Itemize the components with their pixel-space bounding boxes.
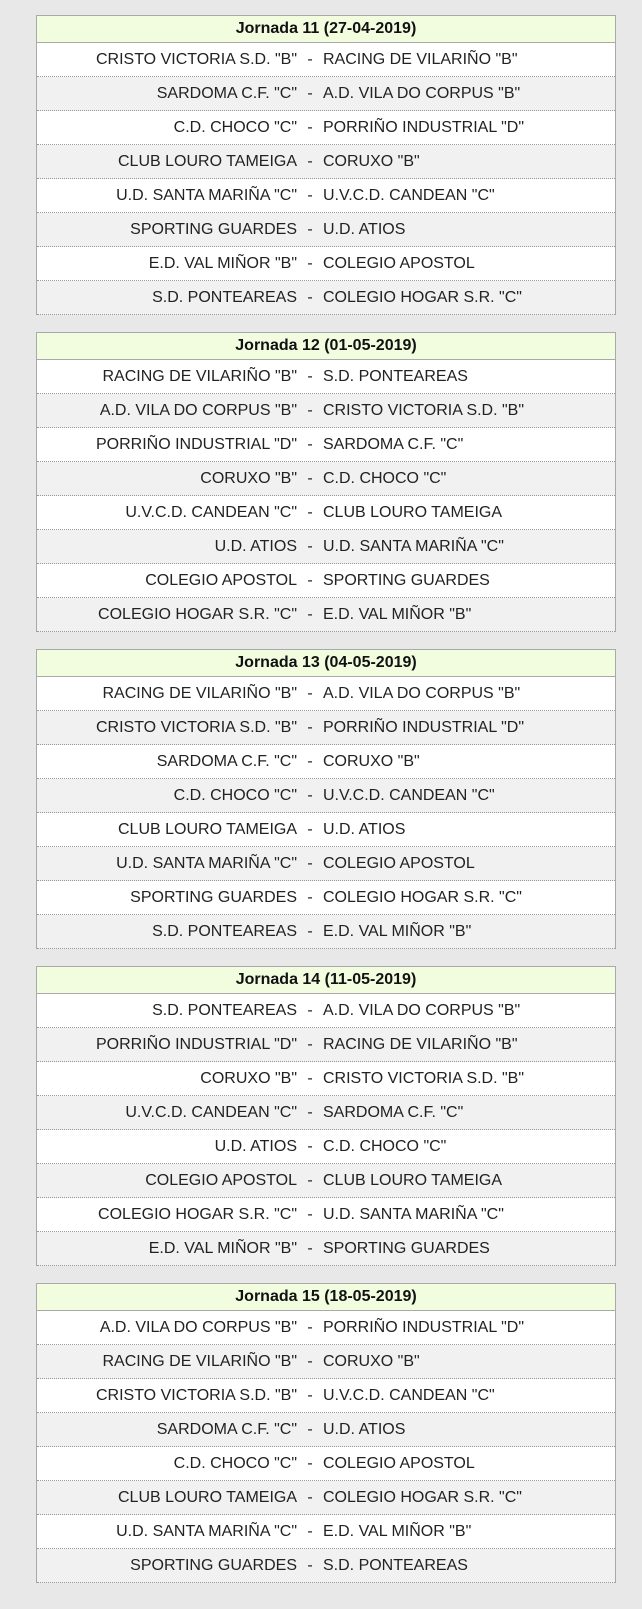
match-row (37, 179, 615, 213)
match-row (37, 1198, 615, 1232)
home-team: PORRIÑO INDUSTRIAL "D" (95, 1036, 297, 1053)
home-team: CLUB LOURO TAMEIGA (118, 821, 297, 838)
match-row (37, 994, 615, 1028)
home-team: CRISTO VICTORIA S.D. "B" (95, 719, 297, 736)
match-separator: - (307, 1104, 313, 1121)
match-row (37, 77, 615, 111)
home-team: SPORTING GUARDES (130, 889, 297, 906)
round-title: Jornada 12 (01-05-2019) (37, 332, 615, 360)
away-team: U.D. ATIOS (323, 221, 406, 238)
match-separator: - (307, 1172, 313, 1189)
home-team: SPORTING GUARDES (130, 221, 297, 238)
match-separator: - (307, 436, 313, 453)
home-team: CORUXO "B" (200, 1070, 297, 1087)
match-separator: - (307, 470, 313, 487)
match-row (37, 145, 615, 179)
match-separator: - (307, 1138, 313, 1155)
away-team: RACING DE VILARIÑO "B" (323, 1036, 518, 1053)
home-team: CORUXO "B" (200, 470, 297, 487)
home-team: CLUB LOURO TAMEIGA (118, 1489, 297, 1506)
round-table (36, 966, 616, 1266)
match-row (37, 1130, 615, 1164)
away-team: COLEGIO HOGAR S.R. "C" (323, 889, 522, 906)
home-team: RACING DE VILARIÑO "B" (102, 368, 297, 385)
match-row (37, 247, 615, 281)
match-separator: - (307, 1557, 313, 1574)
away-team: CRISTO VICTORIA S.D. "B" (323, 1070, 525, 1087)
away-team: U.D. SANTA MARIÑA "C" (323, 1206, 504, 1223)
match-row (37, 428, 615, 462)
match-row (37, 111, 615, 145)
away-team: U.V.C.D. CANDEAN "C" (323, 787, 495, 804)
home-team: COLEGIO APOSTOL (145, 1172, 297, 1189)
match-row (37, 1447, 615, 1481)
match-row (37, 1345, 615, 1379)
away-team: SPORTING GUARDES (323, 1240, 490, 1257)
away-team: A.D. VILA DO CORPUS "B" (323, 685, 521, 702)
away-team: U.V.C.D. CANDEAN "C" (323, 187, 495, 204)
away-team: SARDOMA C.F. "C" (323, 1104, 464, 1121)
home-team: U.D. SANTA MARIÑA "C" (116, 855, 297, 872)
round-title: Jornada 13 (04-05-2019) (37, 649, 615, 677)
fixtures-list (36, 15, 616, 1600)
away-team: CORUXO "B" (323, 153, 420, 170)
match-separator: - (307, 119, 313, 136)
match-row (37, 530, 615, 564)
match-row (37, 394, 615, 428)
match-separator: - (307, 153, 313, 170)
home-team: SARDOMA C.F. "C" (156, 85, 297, 102)
match-separator: - (307, 221, 313, 238)
match-separator: - (307, 787, 313, 804)
match-row (37, 677, 615, 711)
match-separator: - (307, 1036, 313, 1053)
match-row (37, 847, 615, 881)
away-team: SARDOMA C.F. "C" (323, 436, 464, 453)
home-team: S.D. PONTEAREAS (152, 1002, 297, 1019)
match-separator: - (307, 1353, 313, 1370)
away-team: CLUB LOURO TAMEIGA (323, 1172, 502, 1189)
match-row (37, 915, 615, 949)
match-row (37, 779, 615, 813)
match-separator: - (307, 855, 313, 872)
away-team: E.D. VAL MIÑOR "B" (323, 606, 472, 623)
home-team: COLEGIO HOGAR S.R. "C" (98, 1206, 297, 1223)
match-row (37, 711, 615, 745)
away-team: RACING DE VILARIÑO "B" (323, 51, 518, 68)
home-team: RACING DE VILARIÑO "B" (102, 1353, 297, 1370)
away-team: COLEGIO APOSTOL (323, 1455, 475, 1472)
home-team: A.D. VILA DO CORPUS "B" (99, 402, 297, 419)
match-separator: - (307, 923, 313, 940)
match-separator: - (307, 538, 313, 555)
match-row (37, 360, 615, 394)
home-team: RACING DE VILARIÑO "B" (102, 685, 297, 702)
match-row (37, 1062, 615, 1096)
match-separator: - (307, 572, 313, 589)
match-separator: - (307, 255, 313, 272)
match-row (37, 1311, 615, 1345)
away-team: U.V.C.D. CANDEAN "C" (323, 1387, 495, 1404)
home-team: U.V.C.D. CANDEAN "C" (125, 1104, 297, 1121)
home-team: COLEGIO HOGAR S.R. "C" (98, 606, 297, 623)
match-row (37, 213, 615, 247)
match-separator: - (307, 821, 313, 838)
match-separator: - (307, 1002, 313, 1019)
match-row (37, 881, 615, 915)
match-separator: - (307, 1240, 313, 1257)
away-team: C.D. CHOCO "C" (323, 470, 447, 487)
match-separator: - (307, 1489, 313, 1506)
away-team: COLEGIO APOSTOL (323, 255, 475, 272)
match-row (37, 1096, 615, 1130)
home-team: U.D. ATIOS (214, 538, 297, 555)
round-table (36, 15, 616, 315)
match-separator: - (307, 1070, 313, 1087)
away-team: CORUXO "B" (323, 753, 420, 770)
match-separator: - (307, 1421, 313, 1438)
away-team: A.D. VILA DO CORPUS "B" (323, 1002, 521, 1019)
away-team: S.D. PONTEAREAS (323, 368, 468, 385)
match-separator: - (307, 368, 313, 385)
home-team: C.D. CHOCO "C" (173, 119, 297, 136)
home-team: U.V.C.D. CANDEAN "C" (125, 504, 297, 521)
away-team: CORUXO "B" (323, 1353, 420, 1370)
away-team: CLUB LOURO TAMEIGA (323, 504, 502, 521)
round-title: Jornada 15 (18-05-2019) (37, 1283, 615, 1311)
match-row (37, 813, 615, 847)
home-team: CLUB LOURO TAMEIGA (118, 153, 297, 170)
home-team: CRISTO VICTORIA S.D. "B" (95, 1387, 297, 1404)
away-team: U.D. ATIOS (323, 1421, 406, 1438)
match-row (37, 1028, 615, 1062)
home-team: SARDOMA C.F. "C" (156, 753, 297, 770)
match-row (37, 281, 615, 315)
away-team: COLEGIO APOSTOL (323, 855, 475, 872)
match-separator: - (307, 504, 313, 521)
away-team: U.D. SANTA MARIÑA "C" (323, 538, 504, 555)
home-team: U.D. SANTA MARIÑA "C" (116, 187, 297, 204)
home-team: CRISTO VICTORIA S.D. "B" (95, 51, 297, 68)
home-team: U.D. ATIOS (214, 1138, 297, 1155)
away-team: COLEGIO HOGAR S.R. "C" (323, 1489, 522, 1506)
round-table (36, 1283, 616, 1583)
home-team: U.D. SANTA MARIÑA "C" (116, 1523, 297, 1540)
home-team: C.D. CHOCO "C" (173, 1455, 297, 1472)
away-team: PORRIÑO INDUSTRIAL "D" (323, 1319, 525, 1336)
away-team: E.D. VAL MIÑOR "B" (323, 1523, 472, 1540)
match-row (37, 1481, 615, 1515)
match-row (37, 1549, 615, 1583)
match-row (37, 1515, 615, 1549)
match-separator: - (307, 402, 313, 419)
home-team: S.D. PONTEAREAS (152, 923, 297, 940)
home-team: E.D. VAL MIÑOR "B" (148, 1240, 297, 1257)
match-separator: - (307, 85, 313, 102)
match-separator: - (307, 719, 313, 736)
match-separator: - (307, 889, 313, 906)
match-row (37, 43, 615, 77)
match-separator: - (307, 1523, 313, 1540)
match-row (37, 496, 615, 530)
match-separator: - (307, 606, 313, 623)
match-separator: - (307, 289, 313, 306)
match-separator: - (307, 1387, 313, 1404)
home-team: S.D. PONTEAREAS (152, 289, 297, 306)
home-team: SPORTING GUARDES (130, 1557, 297, 1574)
away-team: E.D. VAL MIÑOR "B" (323, 923, 472, 940)
away-team: CRISTO VICTORIA S.D. "B" (323, 402, 525, 419)
home-team: PORRIÑO INDUSTRIAL "D" (95, 436, 297, 453)
match-row (37, 462, 615, 496)
round-table (36, 649, 616, 949)
home-team: E.D. VAL MIÑOR "B" (148, 255, 297, 272)
match-row (37, 1232, 615, 1266)
match-row (37, 1413, 615, 1447)
away-team: PORRIÑO INDUSTRIAL "D" (323, 119, 525, 136)
away-team: COLEGIO HOGAR S.R. "C" (323, 289, 522, 306)
home-team: C.D. CHOCO "C" (173, 787, 297, 804)
match-row (37, 1164, 615, 1198)
match-separator: - (307, 1206, 313, 1223)
away-team: C.D. CHOCO "C" (323, 1138, 447, 1155)
match-row (37, 1379, 615, 1413)
match-separator: - (307, 753, 313, 770)
away-team: U.D. ATIOS (323, 821, 406, 838)
match-row (37, 598, 615, 632)
away-team: SPORTING GUARDES (323, 572, 490, 589)
round-table (36, 332, 616, 632)
match-separator: - (307, 1319, 313, 1336)
home-team: COLEGIO APOSTOL (145, 572, 297, 589)
match-separator: - (307, 685, 313, 702)
home-team: A.D. VILA DO CORPUS "B" (99, 1319, 297, 1336)
away-team: S.D. PONTEAREAS (323, 1557, 468, 1574)
away-team: PORRIÑO INDUSTRIAL "D" (323, 719, 525, 736)
round-title: Jornada 11 (27-04-2019) (37, 15, 615, 43)
match-separator: - (307, 1455, 313, 1472)
home-team: SARDOMA C.F. "C" (156, 1421, 297, 1438)
match-separator: - (307, 51, 313, 68)
round-title: Jornada 14 (11-05-2019) (37, 966, 615, 994)
match-row (37, 745, 615, 779)
away-team: A.D. VILA DO CORPUS "B" (323, 85, 521, 102)
match-row (37, 564, 615, 598)
match-separator: - (307, 187, 313, 204)
